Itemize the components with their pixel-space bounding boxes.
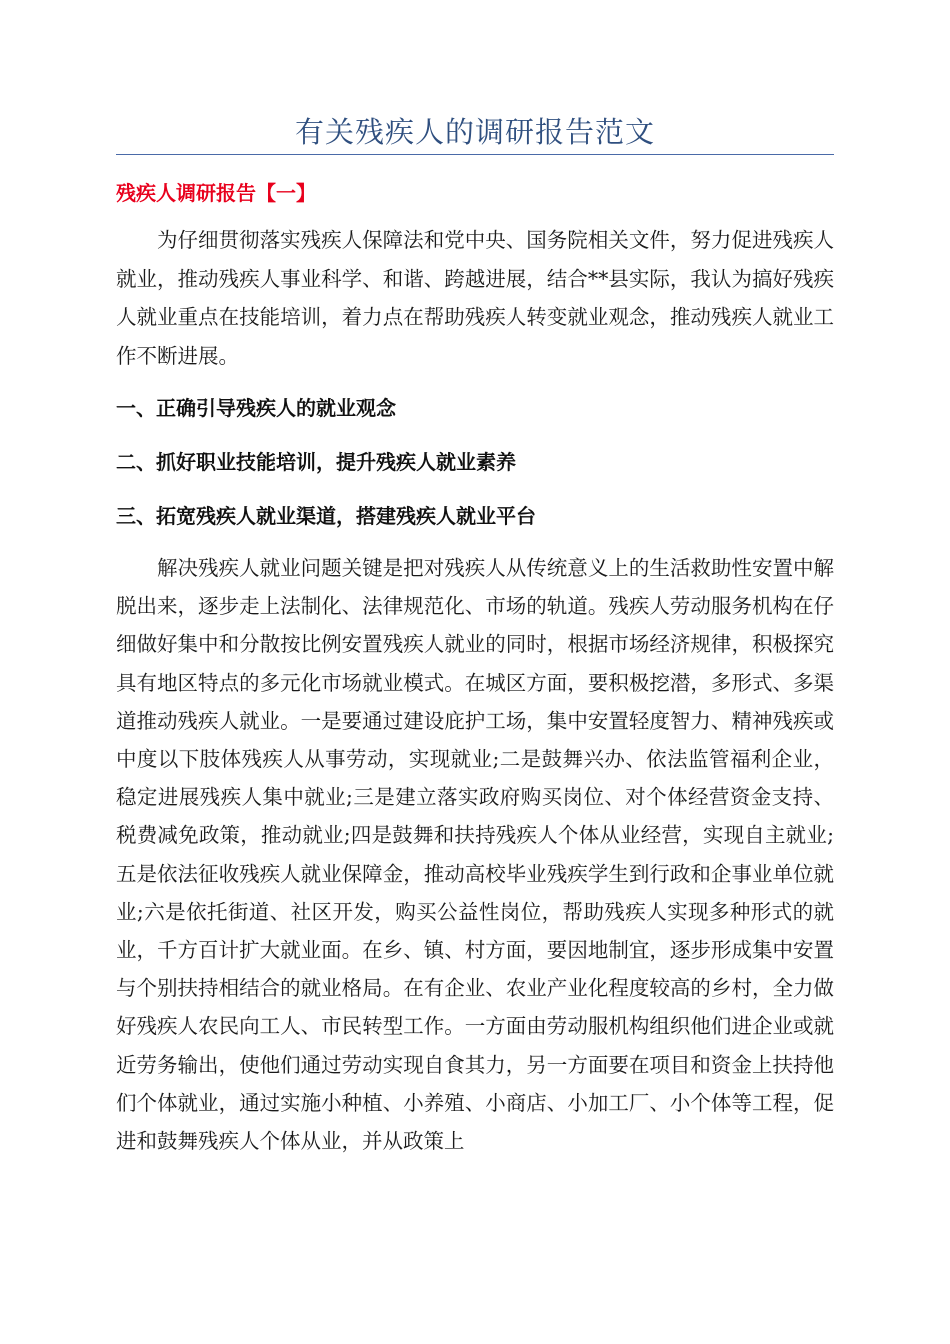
body-paragraph: 解决残疾人就业问题关键是把对残疾人从传统意义上的生活救助性安置中解脱出来，逐步走上法制化、法律规范化、市场的轨道。残疾人劳动服务机构在仔细做好集中和分散按比例安置残疾人就业的同时，根据市场经济规律，积极探究具有地区特点的多元化市场就业模式。在城区方面，要积极挖潜，多形式、多渠道推动残疾人就业。一是要通过建设庇护工场，集中安置轻度智力、精神残疾或中度以下肢体残疾人从事劳动，实现就业;二是鼓舞兴办、依法监管福利企业，稳定进展残疾人集中就业;三是建立落实政府购买岗位、对个体经营资金支持、税费减免政策，推动就业;四是鼓舞和扶持残疾人个体从业经营，实现自主就业;五是依法征收残疾人就业保障金，推动高校毕业残疾学生到行政和企事业单位就业;六是依托街道、社区开发，购买公益性岗位，帮助残疾人实现多种形式的就业，千方百计扩大就业面。在乡、镇、村方面，要因地制宜，逐步形成集中安置与个别扶持相结合的就业格局。在有企业、农业产业化程度较高的乡村，全力做好残疾人农民向工人、市民转型工作。一方面由劳动服机构组织他们进企业或就近劳务输出，使他们通过劳动实现自食其力，另一方面要在项目和资金上扶持他们个体就业，通过实施小种植、小养殖、小商店、小加工厂、小个体等工程，促进和鼓舞残疾人个体从业，并从政策上 (116, 556, 834, 1154)
heading-2: 二、抓好职业技能培训，提升残疾人就业素养 (116, 450, 516, 474)
section-heading: 残疾人调研报告【一】 (116, 181, 316, 205)
document-title: 有关残疾人的调研报告范文 (294, 115, 655, 149)
intro-paragraph: 为仔细贯彻落实残疾人保障法和党中央、国务院相关文件，努力促进残疾人就业，推动残疾人事业科学、和谐、跨越进展，结合**县实际，我认为搞好残疾人就业重点在技能培训，着力点在帮助残疾人转变就业观念，推动残疾人就业工作不断进展。 (116, 228, 834, 368)
heading-1: 一、正确引导残疾人的就业观念 (116, 396, 396, 420)
heading-3: 三、拓宽残疾人就业渠道，搭建残疾人就业平台 (116, 504, 536, 528)
title-underline (116, 154, 834, 155)
